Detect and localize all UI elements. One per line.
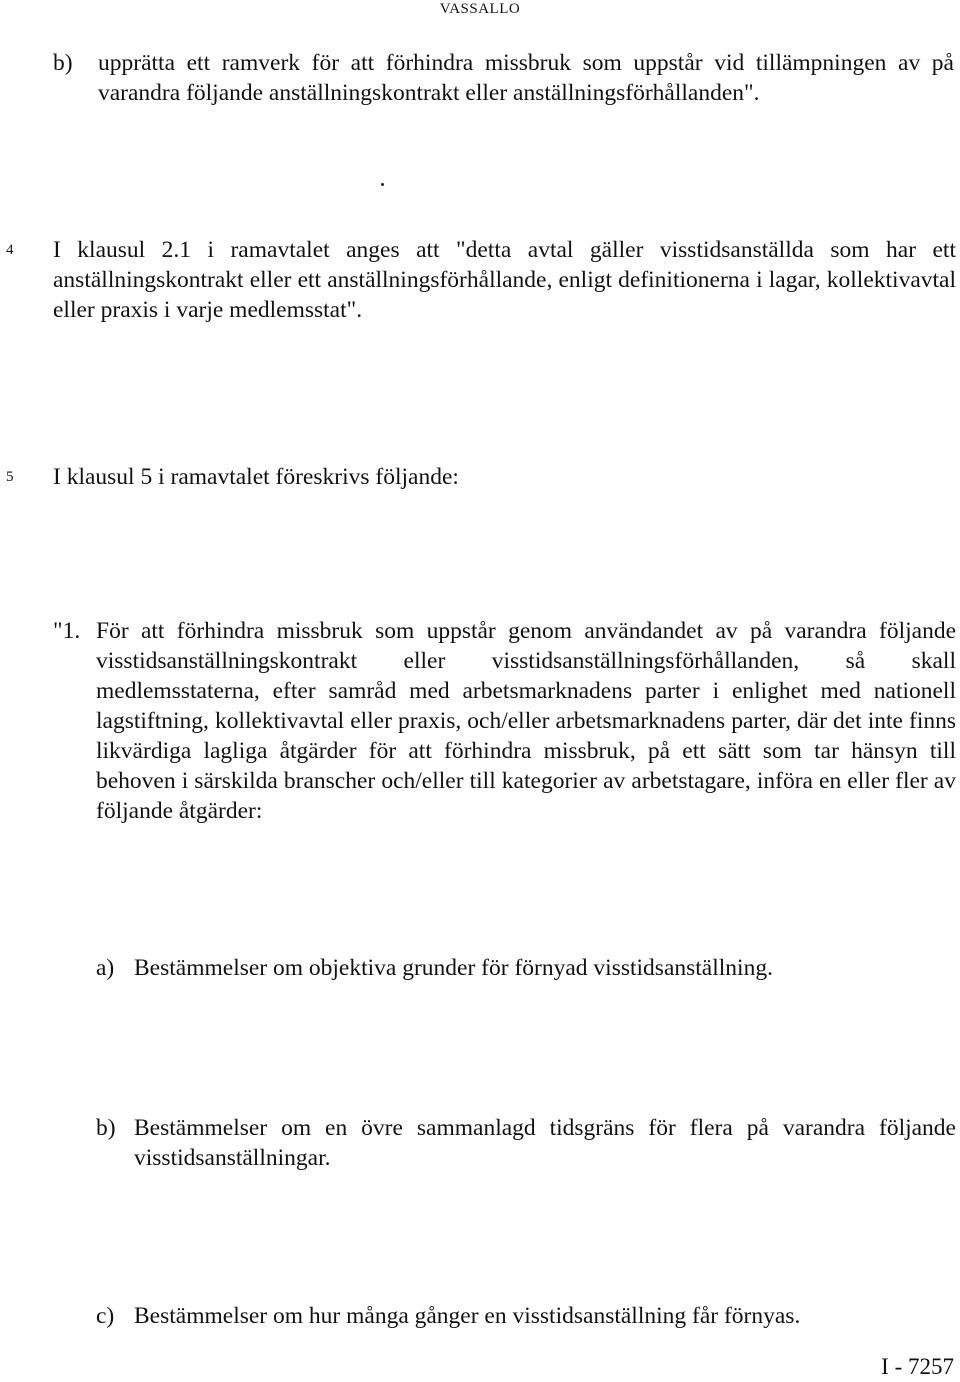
item-b-text: upprätta ett ramverk för att förhindra missbruk som uppstår vid tillämpningen av på varandra följande anställningskontrakt eller anställningsförhållanden". xyxy=(98,50,954,106)
measure-c-text: Bestämmelser om hur många gånger en visstidsanställning får förnyas. xyxy=(134,1303,801,1329)
stray-dot xyxy=(381,183,384,186)
measure-a-marker: a) xyxy=(96,955,115,981)
footnote-5-number: 5 xyxy=(6,469,14,485)
page-number: I - 7257 xyxy=(881,1354,954,1379)
measure-b-marker: b) xyxy=(96,1115,116,1141)
footnote-5-text: I klausul 5 i ramavtalet föreskrivs följande: xyxy=(53,464,459,490)
measure-a-text: Bestämmelser om objektiva grunder för förnyad visstidsanställning. xyxy=(134,955,773,981)
clause-1-marker: "1. xyxy=(53,618,81,644)
running-header: VASSALLO xyxy=(439,1,521,17)
item-b-marker: b) xyxy=(53,50,73,76)
measure-c-marker: c) xyxy=(96,1303,115,1329)
footnote-4-number: 4 xyxy=(6,242,14,258)
measure-b-text: Bestämmelser om en övre sammanlagd tidsgräns för flera på varandra följande visstidsanställningar. xyxy=(134,1115,956,1171)
clause-1-text: För att förhindra missbruk som uppstår genom användandet av på varandra följande visstidsanställningskontrakt eller visstidsanställningsförhållanden, så skall medlemsstaterna, efter samråd med arbetsmarknadens parter i enlighet med nationell lagstiftning, kollektivavtal eller praxis, och/eller arbetsmarknadens parter, där det inte finns likvärdiga lagliga åtgärder för att förhindra missbruk, på ett sätt som tar hänsyn till behoven i särskilda branscher och/eller till kategorier av arbetstagare, införa en eller fler av följande åtgärder: xyxy=(96,618,956,824)
footnote-4-text: I klausul 2.1 i ramavtalet anges att "detta avtal gäller visstidsanställda som har ett anställningskontrakt eller ett anställningsförhållande, enligt definitionerna i lagar, kollektivavtal eller praxis i varje medlemsstat". xyxy=(53,237,956,323)
